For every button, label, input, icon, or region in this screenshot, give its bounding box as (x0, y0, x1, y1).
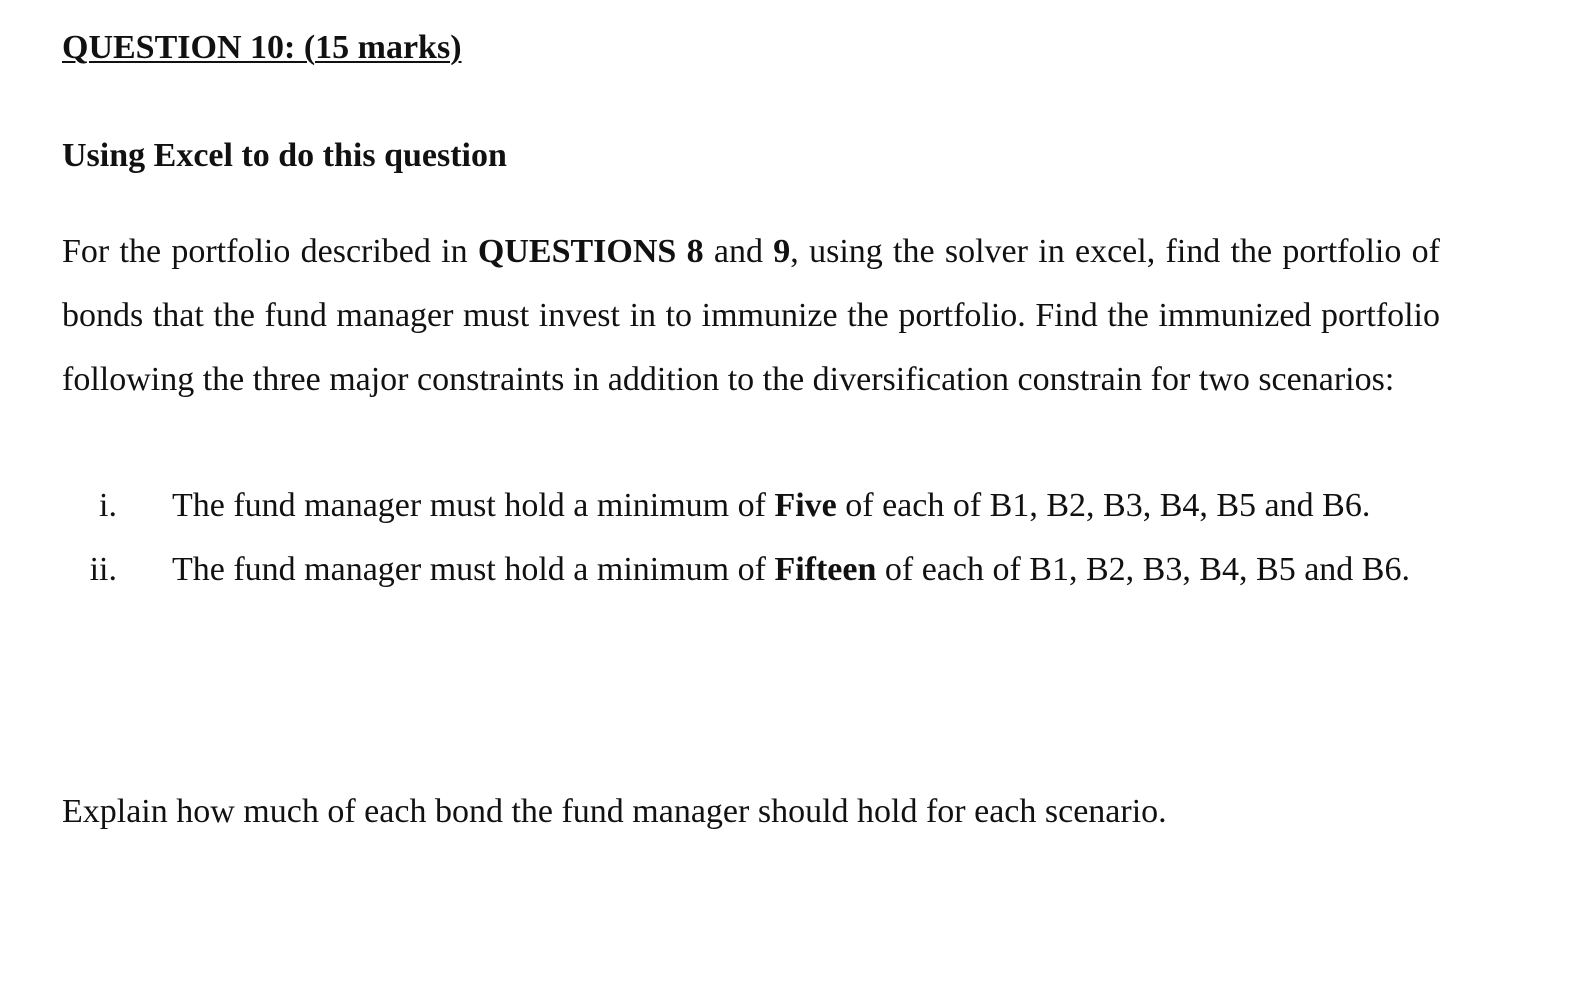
intro-bold-nine: 9 (773, 233, 791, 270)
intro-text-3: , using the solver in excel, find the portfolio of bonds that the fund manager must invest in to immunize the portfolio. Find the immunized portfolio following the three major constraints in addition to the diversification constrain for two scenarios: (62, 233, 1440, 398)
scenario-text-after: of each of B1, B2, B3, B4, B5 and B6. (836, 487, 1371, 524)
scenario-bold-quantity: Fifteen (774, 551, 877, 588)
intro-text-1: For the portfolio described in (62, 233, 478, 270)
closing-instruction: Explain how much of each bond the fund manager should hold for each scenario. (62, 793, 1167, 830)
list-item (62, 474, 1440, 538)
scenario-bold-quantity: Five (774, 487, 837, 524)
intro-text-2: and (703, 233, 774, 270)
scenario-text-before: The fund manager must hold a minimum of (172, 487, 775, 524)
question-heading: QUESTION 10: (15 marks) (62, 29, 462, 66)
question-subheading: Using Excel to do this question (62, 137, 507, 174)
scenario-text-after: of each of B1, B2, B3, B4, B5 and B6. (876, 551, 1410, 588)
list-item (62, 538, 1440, 602)
scenario-text-before: The fund manager must hold a minimum of (172, 551, 775, 588)
list-marker: ii. (89, 551, 117, 588)
list-marker: i. (99, 487, 117, 524)
intro-bold-questions: QUESTIONS 8 (477, 233, 704, 270)
scenario-list (62, 474, 1440, 602)
intro-paragraph (62, 220, 1440, 412)
